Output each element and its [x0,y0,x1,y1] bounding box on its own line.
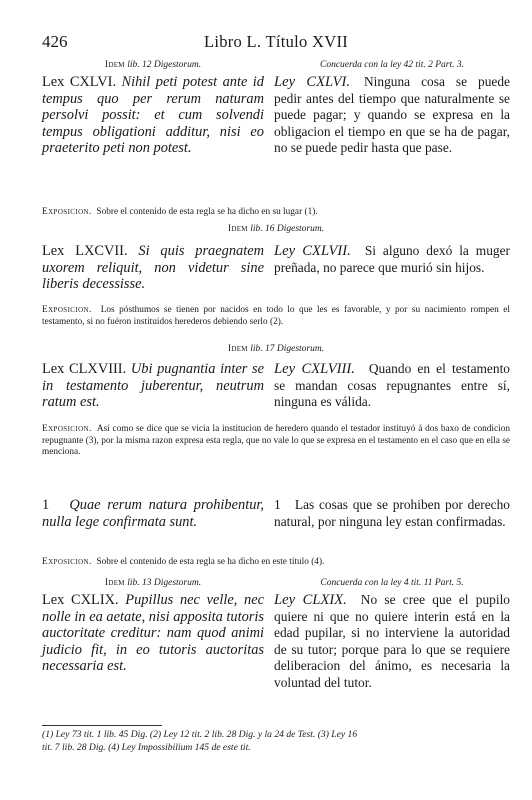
footnote-line: tit. 7 lib. 28 Dig. (4) Ley Impossibilium 145 de este tit. [42,741,251,753]
spanish-law-text [274,497,510,530]
spanish-law-body: Las cosas que se prohiben por derecho natural, por ninguna ley estan confirmadas. [274,497,510,529]
latin-source-citation [42,344,510,354]
spanish-column [274,243,510,276]
spanish-law-body: Ninguna cosa se puede pedir antes del tiempo que naturalmente se puede pagar; y quando se expresa en la obligacion el tiempo en que se ha de pagar, no se puede pedir hasta que pase. [274,74,510,156]
latin-law-body: Ubi pugnantia inter se in testamento juberentur, neutrum ratum est. [42,361,264,411]
spanish-law-body: Quando en el testamento se mandan cosas repugnantes entre sí, ninguna es válida. [274,361,510,410]
spanish-column [274,497,510,530]
latin-column [42,243,264,293]
page-header [42,32,510,54]
latin-law-text [42,592,264,675]
source-rest: lib. 13 Digestorum. [124,578,202,588]
latin-source-citation [42,578,264,588]
latin-source-citation [42,60,264,70]
exposicion-4 [42,557,510,569]
source-prefix: Idem [104,578,125,588]
spanish-law-number: 1 [274,497,281,512]
exposicion-1 [42,207,510,219]
spanish-law-text [274,361,510,411]
exposicion-label: Exposicion. [42,424,92,434]
concordance-citation: Concuerda con la ley 42 tit. 2 Part. 3. [320,60,464,70]
latin-law-text [42,497,264,530]
source-prefix: Idem [227,344,248,354]
latin-law-body: Si quis praegnatem uxorem reliquit, non videtur sine liberis decessisse. [42,243,264,293]
spanish-law-heading: Ley CXLVIII. [274,361,355,377]
latin-law-body: Pupillus nec velle, nec nolle in ea aetate, nisi apposita tutoris auctoritate creditur: nam quod animi judicio fit, in eo tutoris auctoritas necessaria est. [42,592,264,675]
latin-source-citation [42,224,510,234]
exposicion-label: Exposicion. [42,207,92,217]
spanish-law-text [274,243,510,276]
exposicion-label: Exposicion. [42,305,92,315]
source-rest: lib. 12 Digestorum. [124,60,202,70]
latin-column [42,361,264,411]
exposicion-text: Así como se dice que se vicia la institucion de heredero quando el testador instituyó á dos baxo de condicion repugnante (3), por la misma razon expresa esta regla, que no vale lo que se expresa en el testamento en el caso que en ella se menciona. [42,424,510,458]
exposicion-2 [42,305,510,328]
exposicion-text: Los pósthumos se tienen por nacidos en todo lo que les es favorable, y por su nacimiento rompen el testamento, si no fuéron instituidos herederos debiendo serlo (2). [42,305,511,327]
latin-law-number: 1 [42,497,50,513]
spanish-law-text [274,592,510,692]
spanish-law-body: No se cree que el pupilo quiere ni que no quiere interin está en la edad pupilar, si no interviene la autoridad de su tutor; porque para lo que se requiere deliberacion del ánimo, es necesaria la voluntad del tutor. [274,592,510,690]
latin-column [42,578,264,675]
latin-law-heading: Lex LXCVII. [42,243,128,259]
spanish-law-heading: Ley CXLVI. [274,74,350,90]
spanish-column [274,60,510,157]
exposicion-text: Sobre el contenido de esta regla se ha dicho en este título (4). [96,557,325,567]
spanish-column [274,361,510,411]
spanish-law-body: Si alguno dexó la muger preñada, no parece que murió sin hijos. [274,243,511,275]
concordance-citation: Concuerda con la ley 4 tit. 11 Part. 5. [320,578,464,588]
footnotes [42,729,510,754]
latin-law-body: Nihil peti potest ante id tempus quo per rerum naturam persolvi possit: et cum solvendi tempus obligationi additur, nisi eo praeterito peti non potest. [42,74,264,157]
page-number: 426 [42,32,68,51]
latin-law-heading: Lex CXLIX. [42,592,119,608]
exposicion-label: Exposicion. [42,557,92,567]
latin-law-text [42,243,264,293]
latin-law-text [42,361,264,411]
exposicion-text: Sobre el contenido de esta regla se ha dicho en su lugar (1). [96,207,318,217]
exposicion-3 [42,424,510,459]
spanish-law-heading: Ley CXLVII. [274,243,351,259]
latin-column [42,60,264,157]
footnote-rule [42,725,162,726]
latin-law-text [42,74,264,157]
spanish-column [274,578,510,692]
source-prefix: Idem [227,224,248,234]
latin-law-heading: Lex CLXVIII. [42,361,127,377]
spanish-law-text [274,74,510,157]
source-prefix: Idem [104,60,125,70]
source-rest: lib. 16 Digestorum. [247,224,325,234]
spanish-law-heading: Ley CLXIX. [274,592,347,608]
source-rest: lib. 17 Digestorum. [247,344,325,354]
footnote-line: (1) Ley 73 tit. 1 lib. 45 Dig. (2) Ley 12 tit. 2 lib. 28 Dig. y la 24 de Test. (3) Ley 16 [42,729,358,740]
latin-law-heading: Lex CXLVI. [42,74,117,90]
latin-column [42,497,264,530]
running-title: Libro L. Título XVII [203,32,349,51]
latin-law-body: Quae rerum natura prohibentur, nulla lege confirmata sunt. [42,497,264,530]
